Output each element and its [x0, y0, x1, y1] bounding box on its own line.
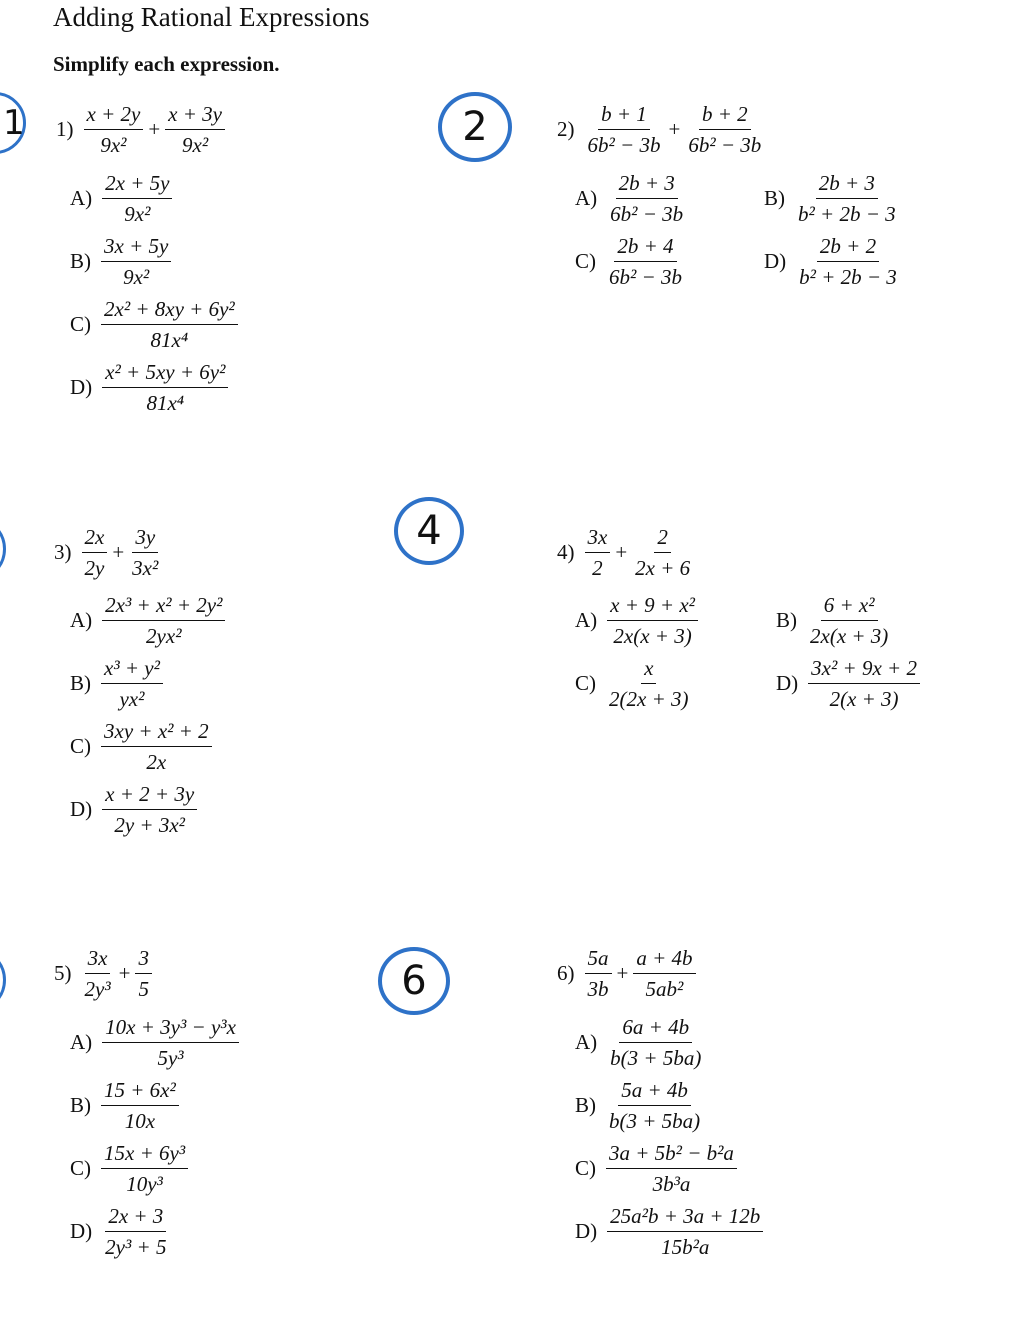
choice-6a[interactable] — [575, 1014, 704, 1071]
choice-6d[interactable] — [575, 1203, 763, 1260]
plus-operator: + — [112, 540, 125, 564]
numerator: 6 + x² — [821, 592, 878, 621]
numerator: x² + 5xy + 6y² — [102, 359, 228, 388]
numerator: 2x² + 8xy + 6y² — [101, 296, 238, 325]
denominator: yx² — [119, 687, 145, 711]
denominator: b² + 2b − 3 — [798, 202, 896, 226]
choice-label: D) — [70, 375, 93, 399]
plus-operator: + — [148, 117, 161, 141]
choice-3c[interactable] — [70, 718, 212, 775]
problem-number: 2) — [557, 117, 575, 141]
choice-1a[interactable] — [70, 170, 172, 227]
numerator: 15 + 6x² — [101, 1077, 179, 1106]
numerator: 2b + 3 — [816, 170, 878, 199]
term-1: $\frac{2x}{2y}$ — [82, 524, 108, 581]
numerator: 2x + 5y — [102, 170, 172, 199]
choice-label: A) — [575, 608, 598, 632]
numerator: 5a + 4b — [618, 1077, 691, 1106]
denominator: 3b³a — [652, 1172, 691, 1196]
choice-3b[interactable] — [70, 655, 163, 712]
circle-marker-1-label: 1 — [3, 103, 25, 143]
numerator: 3a + 5b² − b²a — [606, 1140, 737, 1169]
choice-label: A) — [70, 608, 93, 632]
problem-number: 5) — [54, 961, 72, 985]
denominator: 9x² — [123, 265, 150, 289]
problem-4 — [557, 524, 693, 581]
numerator: x — [641, 655, 656, 684]
choice-6b[interactable] — [575, 1077, 703, 1134]
numerator: 3x + 5y — [101, 233, 171, 262]
numerator: x + 2 + 3y — [102, 781, 197, 810]
plus-operator: + — [118, 961, 131, 985]
problem-6 — [557, 945, 696, 1002]
choice-1b[interactable] — [70, 233, 171, 290]
plus-operator: + — [668, 117, 681, 141]
problem-number: 1) — [56, 117, 74, 141]
denominator: 81x⁴ — [150, 328, 189, 352]
problem-number: 4) — [557, 540, 575, 564]
term-1: $\frac{3x}{\text{2y³}}$ — [84, 946, 111, 1001]
problem-5 — [54, 945, 152, 1002]
denominator: 2yx² — [146, 624, 182, 648]
denominator: 15b²a — [661, 1235, 710, 1259]
plus-operator: + — [615, 540, 628, 564]
denominator: 2y³ + 5 — [105, 1235, 167, 1259]
choice-2b[interactable] — [764, 170, 899, 227]
problem-1 — [56, 101, 225, 158]
numerator: x³ + y² — [101, 655, 163, 684]
choice-1c[interactable] — [70, 296, 238, 353]
choice-1d[interactable] — [70, 359, 228, 416]
numerator: x + 9 + x² — [607, 592, 698, 621]
choice-3a[interactable] — [70, 592, 225, 649]
worksheet-title: Adding Rational Expressions — [53, 2, 370, 32]
numerator: 6a + 4b — [619, 1014, 692, 1043]
term-2: $\frac{2}{2x + 6}$ — [635, 525, 691, 580]
choice-label: D) — [70, 797, 93, 821]
numerator: 10x + 3y³ − y³x — [102, 1014, 239, 1043]
term-2: $\frac{b + 2}{\text{6b² − 3b}}$ — [688, 102, 762, 157]
denominator: b(3 + 5ba) — [609, 1109, 701, 1133]
choice-4d[interactable] — [776, 655, 920, 712]
term-1: $\frac{b + 1}{\text{6b² − 3b}}$ — [587, 102, 661, 157]
choice-4c[interactable] — [575, 655, 691, 712]
problem-2 — [557, 101, 764, 158]
circle-marker-edge-3 — [0, 521, 6, 577]
term-2: $\frac{3}{5}$ — [135, 945, 152, 1002]
numerator: 2b + 3 — [616, 170, 678, 199]
circle-marker-edge-5 — [0, 952, 6, 1008]
denominator: 2y + 3x² — [114, 813, 185, 837]
instructions: Simplify each expression. — [53, 52, 280, 76]
choice-2d[interactable] — [764, 233, 900, 290]
choice-label: B) — [70, 671, 91, 695]
choice-5a[interactable] — [70, 1014, 239, 1071]
problem-number: 6) — [557, 961, 575, 985]
choice-label: A) — [575, 186, 598, 210]
circle-marker-6: 6 — [378, 947, 450, 1015]
term-1: $\frac{5a}{3b}$ — [585, 945, 612, 1002]
choice-label: B) — [70, 1093, 91, 1117]
choice-2c[interactable] — [575, 233, 685, 290]
choice-label: C) — [575, 249, 596, 273]
denominator: b(3 + 5ba) — [610, 1046, 702, 1070]
choice-5d[interactable] — [70, 1203, 169, 1260]
denominator: 81x⁴ — [146, 391, 185, 415]
choice-2a[interactable] — [575, 170, 686, 227]
denominator: 10y³ — [126, 1172, 163, 1196]
choice-label: B) — [575, 1093, 596, 1117]
numerator: 2b + 2 — [817, 233, 879, 262]
term-2: $\frac{a + 4b}{\text{5ab²}}$ — [633, 945, 695, 1002]
choice-label: A) — [575, 1030, 598, 1054]
choice-3d[interactable] — [70, 781, 197, 838]
term-1: $\frac{3x}{2}$ — [585, 524, 611, 581]
choice-4b[interactable] — [776, 592, 891, 649]
denominator: b² + 2b − 3 — [799, 265, 897, 289]
problem-number: 3) — [54, 540, 72, 564]
denominator: 2x — [146, 750, 167, 774]
numerator: 3xy + x² + 2 — [101, 718, 212, 747]
plus-operator: + — [616, 961, 629, 985]
choice-5c[interactable] — [70, 1140, 188, 1197]
denominator: 2(x + 3) — [829, 687, 899, 711]
choice-label: D) — [776, 671, 799, 695]
choice-label: D) — [575, 1219, 598, 1243]
choice-label: A) — [70, 186, 93, 210]
denominator: 2(2x + 3) — [609, 687, 689, 711]
choice-5b[interactable] — [70, 1077, 179, 1134]
choice-label: C) — [70, 1156, 91, 1180]
denominator: 10x — [124, 1109, 156, 1133]
choice-label: C) — [70, 312, 91, 336]
choice-6c[interactable] — [575, 1140, 737, 1197]
numerator: 15x + 6y³ — [101, 1140, 188, 1169]
denominator: 6b² − 3b — [610, 202, 684, 226]
denominator: 2x(x + 3) — [810, 624, 889, 648]
choice-label: B) — [776, 608, 797, 632]
choice-label: A) — [70, 1030, 93, 1054]
denominator: 6b² − 3b — [609, 265, 682, 289]
circle-marker-4: 4 — [394, 497, 464, 565]
term-2: $\frac{3y}{\text{3x²}}$ — [132, 525, 159, 580]
choice-label: C) — [575, 671, 596, 695]
choice-label: B) — [764, 186, 785, 210]
denominator: 5y³ — [157, 1046, 184, 1070]
term-2: $\frac{x + 3y}{\text{9x²}}$ — [165, 101, 225, 158]
choice-4a[interactable] — [575, 592, 698, 649]
circle-marker-2: 2 — [438, 92, 512, 162]
numerator: 3x² + 9x + 2 — [808, 655, 920, 684]
choice-label: B) — [70, 249, 91, 273]
choice-label: D) — [70, 1219, 93, 1243]
choice-label: D) — [764, 249, 787, 273]
term-1: $\frac{x + 2y}{\text{9x²}}$ — [84, 101, 144, 158]
circle-marker-1 — [0, 92, 26, 154]
denominator: 2x(x + 3) — [613, 624, 692, 648]
numerator: 2x + 3 — [105, 1203, 166, 1232]
numerator: 2x³ + x² + 2y² — [102, 592, 225, 621]
choice-label: C) — [575, 1156, 596, 1180]
choice-label: C) — [70, 734, 91, 758]
problem-3 — [54, 524, 161, 581]
denominator: 9x² — [124, 202, 151, 226]
numerator: 2b + 4 — [614, 233, 676, 262]
numerator: 25a²b + 3a + 12b — [607, 1203, 763, 1232]
